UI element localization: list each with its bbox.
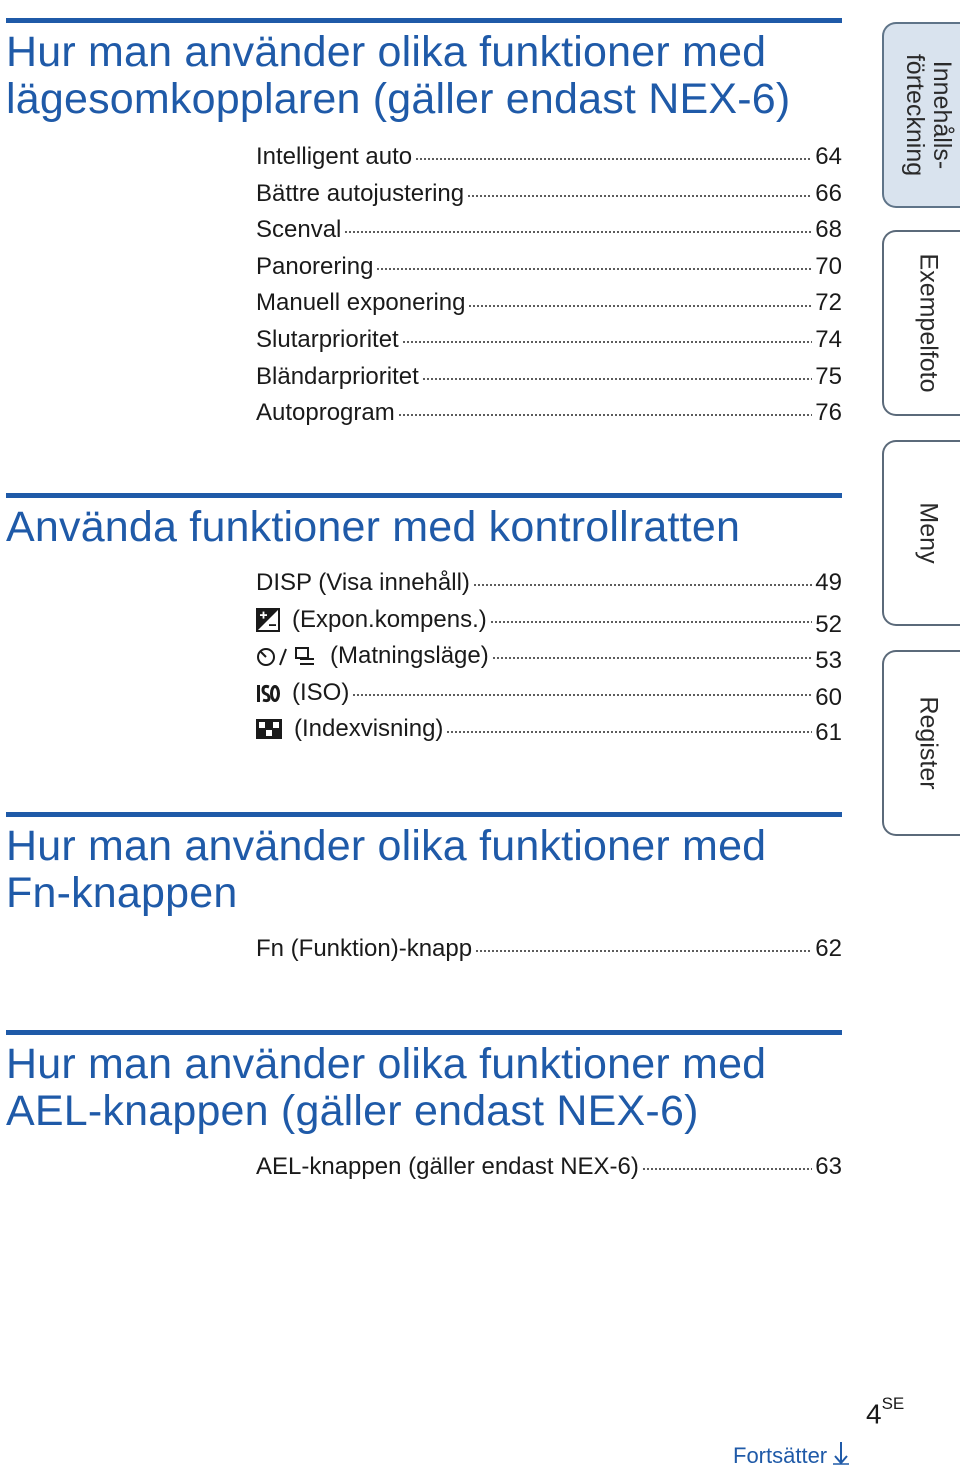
entry-label-wrap <box>256 638 489 674</box>
entry-page[interactable]: 72 <box>815 289 842 317</box>
tab-index-label: Register <box>914 696 943 790</box>
leader-dots <box>492 657 813 659</box>
continue-label: Fortsätter <box>733 1443 828 1468</box>
tab-menu[interactable] <box>882 440 960 626</box>
leader-dots <box>344 231 812 233</box>
entry-page[interactable]: 53 <box>815 647 842 675</box>
toc-entry[interactable] <box>256 1149 842 1186</box>
entry-page[interactable]: 62 <box>815 935 842 962</box>
toc-entry[interactable] <box>256 322 842 359</box>
section-rule <box>6 812 842 817</box>
toc-entry[interactable] <box>256 285 842 322</box>
toc-entry[interactable] <box>256 638 842 675</box>
entry-label: (ISO) <box>292 678 350 706</box>
leader-dots <box>468 305 812 307</box>
entry-label: Manuell exponering <box>256 289 466 317</box>
entry-label: (Indexvisning) <box>294 715 444 743</box>
leader-dots <box>376 268 812 270</box>
leader-dots <box>473 584 812 586</box>
toc-entry[interactable] <box>256 139 842 176</box>
toc-entry[interactable] <box>256 249 842 286</box>
entry-label: (Expon.kompens.) <box>292 605 487 633</box>
entry-page[interactable]: 75 <box>815 362 842 390</box>
toc-section-ael-button <box>6 1030 842 1186</box>
toc-entry[interactable] <box>256 359 842 396</box>
toc-entry[interactable] <box>256 212 842 249</box>
section-heading <box>6 504 842 551</box>
leader-dots <box>446 731 812 733</box>
entry-label: Autoprogram <box>256 399 395 427</box>
entry-label-wrap <box>256 675 349 711</box>
entry-label: Bländarprioritet <box>256 362 419 390</box>
entry-page[interactable]: 76 <box>815 399 842 427</box>
heading-line: Hur man använder olika funktioner med <box>6 822 767 870</box>
entry-page[interactable]: 68 <box>815 216 842 244</box>
entry-label: Bättre autojustering <box>256 179 465 207</box>
section-rule <box>6 493 842 498</box>
entry-page[interactable]: 61 <box>815 719 842 747</box>
section-heading <box>6 29 842 123</box>
entry-label: Intelligent auto <box>256 143 413 170</box>
heading-line: Hur man använder olika funktioner med <box>6 1040 767 1088</box>
entry-page[interactable]: 52 <box>815 610 842 638</box>
section-rule <box>6 1030 842 1035</box>
section-heading <box>6 1041 842 1135</box>
heading-line: Hur man använder olika funktioner med <box>6 28 767 76</box>
section-rule <box>6 18 842 23</box>
entry-label: Fn (Funktion)-knapp <box>256 935 473 962</box>
entry-label: Panorering <box>256 252 374 280</box>
leader-dots <box>467 195 812 197</box>
arrow-down-icon <box>833 1441 849 1471</box>
toc-entry[interactable] <box>256 565 842 602</box>
section-heading <box>6 823 842 917</box>
entry-label: Slutarprioritet <box>256 325 399 353</box>
page-number <box>866 1394 905 1430</box>
entry-label-wrap <box>256 602 487 638</box>
entry-label: (Matningsläge) <box>330 642 489 670</box>
continue-link[interactable] <box>733 1441 849 1471</box>
entry-label-wrap <box>256 711 443 747</box>
self-timer-drive-mode-icon <box>256 644 318 668</box>
tab-contents[interactable] <box>882 22 960 208</box>
heading-line: Fn-knappen <box>6 869 238 917</box>
toc-section-control-wheel <box>6 493 842 748</box>
leader-dots <box>475 950 812 952</box>
tab-sample-photo[interactable] <box>882 230 960 416</box>
leader-dots <box>352 694 812 696</box>
index-view-icon <box>256 718 282 740</box>
toc-section-fn-button <box>6 812 842 968</box>
page-number-suffix: SE <box>881 1394 905 1413</box>
leader-dots <box>490 621 813 623</box>
leader-dots <box>415 158 812 160</box>
entry-page[interactable]: 60 <box>815 683 842 711</box>
toc-entry[interactable] <box>256 711 842 748</box>
entry-page[interactable]: 66 <box>815 179 842 207</box>
tab-contents-label <box>901 54 955 176</box>
entry-page[interactable]: 49 <box>815 569 842 596</box>
leader-dots <box>398 414 813 416</box>
tab-label-line: Innehålls- <box>928 60 956 170</box>
entry-page[interactable]: 64 <box>815 143 842 170</box>
entry-page[interactable]: 63 <box>815 1153 842 1180</box>
heading-line: lägesomkopplaren (gäller endast NEX-6) <box>6 75 791 123</box>
entry-label: AEL-knappen (gäller endast NEX-6) <box>256 1153 639 1180</box>
page-number-value: 4 <box>866 1398 882 1430</box>
tab-label-line: förteckning <box>901 53 929 177</box>
leader-dots <box>422 378 813 380</box>
entry-label: Scenval <box>256 216 342 244</box>
heading-line: Använda funktioner med kontrollratten <box>6 503 741 551</box>
entry-page[interactable]: 70 <box>815 252 842 280</box>
entry-label: DISP (Visa innehåll) <box>256 569 470 596</box>
toc-entry[interactable] <box>256 602 842 639</box>
toc-entry[interactable] <box>256 931 842 968</box>
exposure-compensation-icon <box>256 608 280 632</box>
toc-section-mode-dial <box>6 18 842 432</box>
iso-icon <box>256 681 280 705</box>
tab-index[interactable] <box>882 650 960 836</box>
entry-page[interactable]: 74 <box>815 325 842 353</box>
tab-sample-photo-label: Exempelfoto <box>914 253 943 393</box>
toc-entry[interactable] <box>256 675 842 712</box>
leader-dots <box>642 1168 812 1170</box>
toc-entry[interactable] <box>256 395 842 432</box>
toc-entry[interactable] <box>256 176 842 213</box>
leader-dots <box>402 341 813 343</box>
heading-line: AEL-knappen (gäller endast NEX-6) <box>6 1087 699 1135</box>
tab-menu-label: Meny <box>914 502 943 564</box>
